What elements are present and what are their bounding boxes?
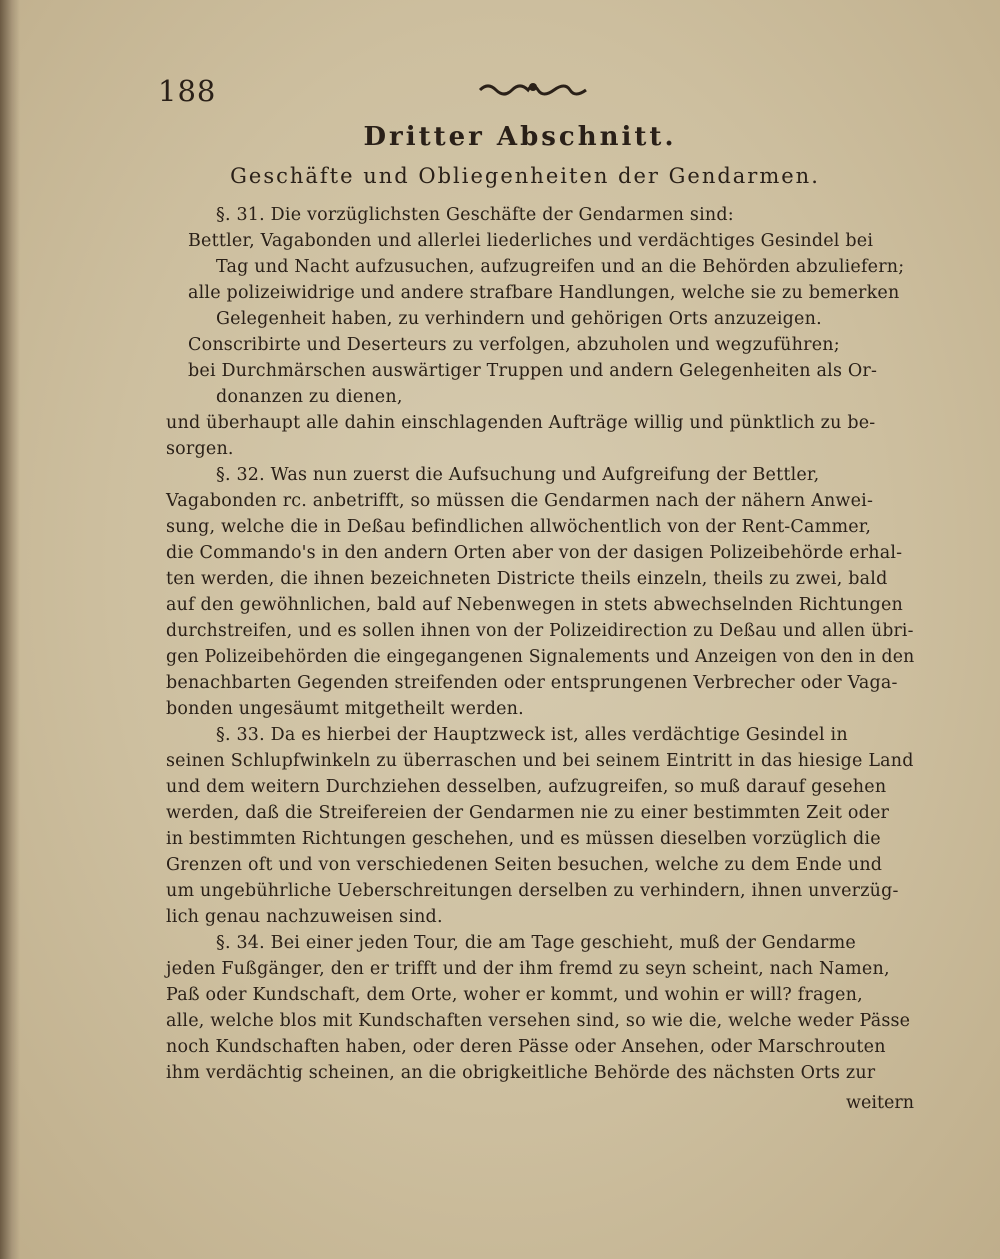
text-line: §. 31. Die vorzüglichsten Geschäfte der Gendarmen sind:	[216, 205, 734, 225]
text-line: Gelegenheit haben, zu verhindern und gehörigen Orts anzuzeigen.	[216, 309, 822, 329]
text-line: gen Polizeibehörden die eingegangenen Signalements und Anzeigen von den in den	[166, 647, 915, 667]
text-line: Conscribirte und Deserteurs zu verfolgen, abzuholen und wegzuführen;	[188, 335, 840, 355]
ornament-icon	[478, 80, 588, 96]
catchword: weitern	[846, 1093, 914, 1113]
text-line: Vagabonden rc. anbetrifft, so müssen die Gendarmen nach der nähern Anwei-	[166, 491, 874, 511]
text-line: §. 32. Was nun zuerst die Aufsuchung und Aufgreifung der Bettler,	[216, 465, 820, 485]
text-line: die Commando's in den andern Orten aber von der dasigen Polizeibehörde erhal-	[166, 543, 903, 563]
text-line: alle polizeiwidrige und andere strafbare Handlungen, welche sie zu bemerken	[188, 283, 900, 303]
text-line: auf den gewöhnlichen, bald auf Nebenwegen in stets abwechselnden Richtungen	[166, 595, 904, 615]
text-line: Bettler, Vagabonden und allerlei liederliches und verdächtiges Gesindel bei	[188, 231, 874, 251]
text-line: durchstreifen, und es sollen ihnen von der Polizeidirection zu Deßau und allen übri-	[166, 621, 914, 641]
text-line: um ungebührliche Ueberschreitungen derselben zu verhindern, ihnen unverzüg-	[166, 881, 899, 901]
text-line: lich genau nachzuweisen sind.	[166, 907, 443, 927]
text-line: §. 34. Bei einer jeden Tour, die am Tage geschieht, muß der Gendarme	[216, 933, 856, 953]
text-line: Tag und Nacht aufzusuchen, aufzugreifen und an die Behörden abzuliefern;	[216, 257, 905, 277]
text-line: Paß oder Kundschaft, dem Orte, woher er kommt, und wohin er will? fragen,	[166, 985, 863, 1005]
text-line: benachbarten Gegenden streifenden oder entsprungenen Verbrecher oder Vaga-	[166, 673, 898, 693]
section-subtitle: Geschäfte und Obliegenheiten der Gendarmen.	[230, 164, 820, 188]
text-line: jeden Fußgänger, den er trifft und der ihm fremd zu seyn scheint, nach Namen,	[166, 959, 890, 979]
text-line: noch Kundschaften haben, oder deren Pässe oder Ansehen, oder Marschrouten	[166, 1037, 886, 1057]
section-title: Dritter Abschnitt.	[363, 122, 677, 152]
text-line: sorgen.	[166, 439, 234, 459]
text-line: ihm verdächtig scheinen, an die obrigkeitliche Behörde des nächsten Orts zur	[166, 1063, 876, 1083]
text-line: bonden ungesäumt mitgetheilt werden.	[166, 699, 524, 719]
text-line: und dem weitern Durchziehen desselben, aufzugreifen, so muß darauf gesehen	[166, 777, 887, 797]
text-line: §. 33. Da es hierbei der Hauptzweck ist, alles verdächtige Gesindel in	[216, 725, 848, 745]
text-line: ten werden, die ihnen bezeichneten Districte theils einzeln, theils zu zwei, bald	[166, 569, 888, 589]
text-line: bei Durchmärschen auswärtiger Truppen und andern Gelegenheiten als Or-	[188, 361, 878, 381]
text-line: und überhaupt alle dahin einschlagenden Aufträge willig und pünktlich zu be-	[166, 413, 876, 433]
page-number: 188	[158, 74, 217, 108]
text-line: seinen Schlupfwinkeln zu überraschen und bei seinem Eintritt in das hiesige Land	[166, 751, 914, 771]
page-binding-edge	[0, 0, 20, 1259]
text-line: werden, daß die Streifereien der Gendarmen nie zu einer bestimmten Zeit oder	[166, 803, 890, 823]
text-line: alle, welche blos mit Kundschaften versehen sind, so wie die, welche weder Pässe	[166, 1011, 911, 1031]
text-line: in bestimmten Richtungen geschehen, und es müssen dieselben vorzüglich die	[166, 829, 881, 849]
text-line: donanzen zu dienen,	[216, 387, 403, 407]
text-line: sung, welche die in Deßau befindlichen allwöchentlich von der Rent-Cammer,	[166, 517, 872, 537]
text-line: Grenzen oft und von verschiedenen Seiten besuchen, welche zu dem Ende und	[166, 855, 883, 875]
